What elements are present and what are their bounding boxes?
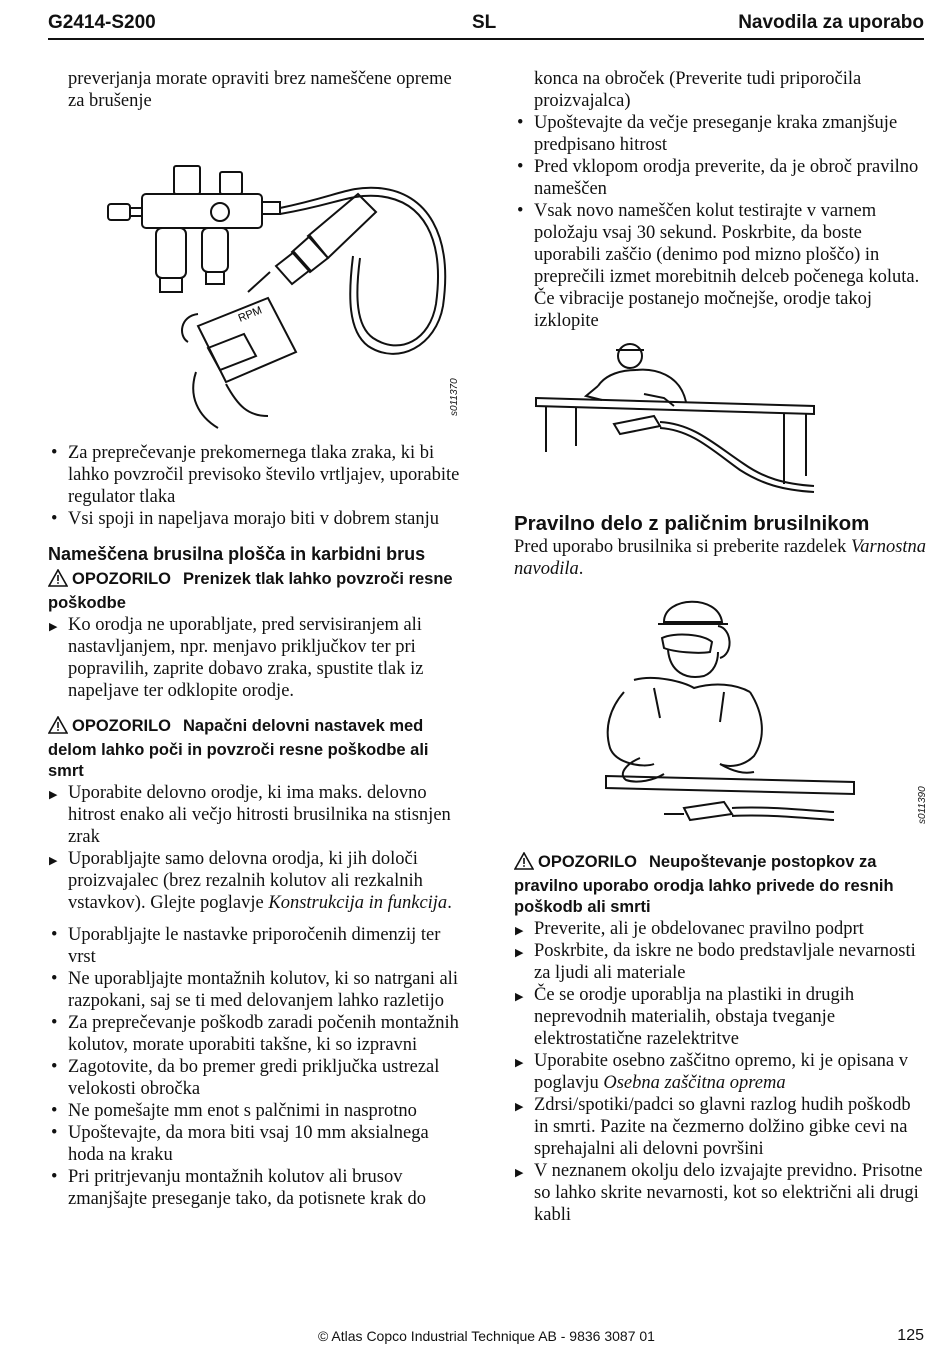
warning-1-steps: [48, 614, 460, 702]
page-header: [48, 8, 924, 40]
warning-triangle-icon: [48, 716, 68, 740]
list-item: ▶ Zdrsi/spotiki/padci so glavni razlog hudih poškodb in smrti. Pazite na čezmerno dolžino gibke cevi na sprehajalni ali delovni površini: [514, 1094, 928, 1160]
list-item: • Vsak novo nameščen kolut testirajte v varnem položaju vsaj 30 sekund. Poskrbite, da boste uporabili zaščio (denimo pod mizno ploščo) in preprečili izmet morebitnih delceb počenega koluta. Če vibracije postanejo močnejše, orodje takoj izklopite: [514, 200, 928, 332]
operator-figure: [514, 588, 928, 838]
wheel-test-figure: [514, 334, 928, 494]
bullet-list-3: [514, 112, 928, 332]
list-item: ▶ Ko orodja ne uporabljate, pred servisiranjem ali nastavljanjem, npr. menjavo priključkov ter pri popravilih, zaprite dobavo zraka, spustite tlak iz napeljave ter odklopite orodje.: [48, 614, 460, 702]
chapter-reference: Varnostna navodila: [514, 537, 927, 579]
section-heading-installed-wheel: Nameščena brusilna plošča in karbidni brus: [48, 544, 426, 564]
copyright: © Atlas Copco Industrial Technique AB - 9836 3087 01: [318, 1328, 655, 1344]
document-title: Navodila za uporabo: [738, 12, 924, 33]
list-item: • Ne uporabljajte montažnih kolutov, ki so natrgani ali razpokani, saj se ti med delovanjem lahko razletijo: [48, 968, 460, 1012]
table-guard-illustration: [514, 334, 928, 494]
list-item: • Pri pritrjevanju montažnih kolutov ali brusov zmanjšajte preseganje tako, da potisnete krak do: [48, 1166, 460, 1210]
list-item: ▶ Uporabljajte samo delovna orodja, ki jih določi proizvajalec (brez rezalnih kolutov ali rezkalnih vstavkov). Glejte poglavje Konstrukcija in funkcija.: [48, 848, 460, 914]
list-item: ▶ Poskrbite, da iskre ne bodo predstavljale nevarnosti za ljudi ali materiale: [514, 940, 928, 984]
bullet-list-1: [48, 442, 460, 530]
rpm-measurement-figure: [48, 116, 460, 434]
language-code: SL: [472, 12, 497, 33]
right-column: [514, 68, 928, 1226]
warning-text: Prenizek tlak lahko povzroči resne poškodbe: [48, 570, 453, 612]
list-item: • Ne pomešajte mm enot s palčnimi in nasprotno: [48, 1100, 460, 1122]
warning-triangle-icon: [48, 569, 68, 593]
warning-heading-1: [48, 569, 460, 614]
list-item: ▶ Če se orodje uporablja na plastiki in drugih neprevodnih materialih, obstaja tveganje elektrostatične razelektritve: [514, 984, 928, 1050]
warning-triangle-icon: [514, 852, 534, 876]
chapter-reference: Osebna zaščitna oprema: [603, 1073, 786, 1093]
list-item: • Upoštevajte da večje preseganje kraka zmanjšuje predpisano hitrost: [514, 112, 928, 156]
intro-text: preverjanja morate opraviti brez nameščene opreme za brušenje: [68, 69, 452, 111]
document-code: G2414-S200: [48, 12, 156, 33]
rpm-test-illustration: [48, 116, 460, 434]
section-heading-proper-work: Pravilno delo z paličnim brusilnikom: [514, 512, 870, 535]
bullet-list-2: [48, 924, 460, 1210]
page-number: 125: [897, 1327, 924, 1344]
intro-paragraph: Pred uporabo brusilnika si preberite razdelek Varnostna navodila.: [514, 537, 927, 579]
warning-tag: OPOZORILO: [72, 717, 171, 735]
chapter-reference: Konstrukcija in funkcija: [268, 893, 448, 913]
warning-text: Napačni delovni nastavek med delom lahko poči in povzroči resne poškodbe ali smrt: [48, 717, 429, 780]
warning-heading-2: [48, 716, 460, 782]
figure-code-s011390: s011390: [917, 786, 928, 824]
warning-text: Neupoštevanje postopkov za pravilno uporabo orodja lahko privede do resnih poškodb ali smrti: [514, 853, 894, 916]
list-item: • Za preprečevanje prekomernega tlaka zraka, ki bi lahko povzročil previsoko število vrtljajev, uporabite regulator tlaka: [48, 442, 460, 508]
warning-3-steps: [514, 918, 928, 1226]
warning-tag: OPOZORILO: [72, 570, 171, 588]
list-item: ▶ V neznanem okolju delo izvajajte previdno. Prisotne so lahko skrite nevarnosti, kot so električni ali drugi kabli: [514, 1160, 928, 1226]
continued-text: konca na obroček (Preverite tudi priporočila proizvajalca): [534, 69, 862, 111]
warning-tag: OPOZORILO: [538, 853, 637, 871]
list-item: ▶ Uporabite osebno zaščitno opremo, ki je opisana v poglavju Osebna zaščitna oprema: [514, 1050, 928, 1094]
list-item: ▶ Preverite, ali je obdelovanec pravilno podprt: [514, 918, 928, 940]
list-item: • Za preprečevanje poškodb zaradi počenih montažnih kolutov, morate uporabiti takšne, ki so izpravni: [48, 1012, 460, 1056]
warning-2-steps: [48, 782, 460, 914]
list-item: • Pred vklopom orodja preverite, da je obroč pravilno nameščen: [514, 156, 928, 200]
rpm-meter-label: RPM: [236, 304, 264, 325]
list-item: • Vsi spoji in napeljava morajo biti v dobrem stanju: [48, 508, 460, 530]
list-item: • Uporabljajte le nastavke priporočenih dimenzij ter vrst: [48, 924, 460, 968]
operator-illustration: [514, 588, 928, 838]
left-column: [48, 68, 460, 1210]
figure-code-s011370: s011370: [449, 378, 460, 416]
list-item: • Zagotovite, da bo premer gredi priključka ustrezal velokosti obročka: [48, 1056, 460, 1100]
warning-heading-3: [514, 852, 928, 918]
list-item: • Upoštevajte, da mora biti vsaj 10 mm aksialnega hoda na kraku: [48, 1122, 460, 1166]
list-item: ▶ Uporabite delovno orodje, ki ima maks. delovno hitrost enako ali večjo hitrosti brusilnika na stisnjen zrak: [48, 782, 460, 848]
